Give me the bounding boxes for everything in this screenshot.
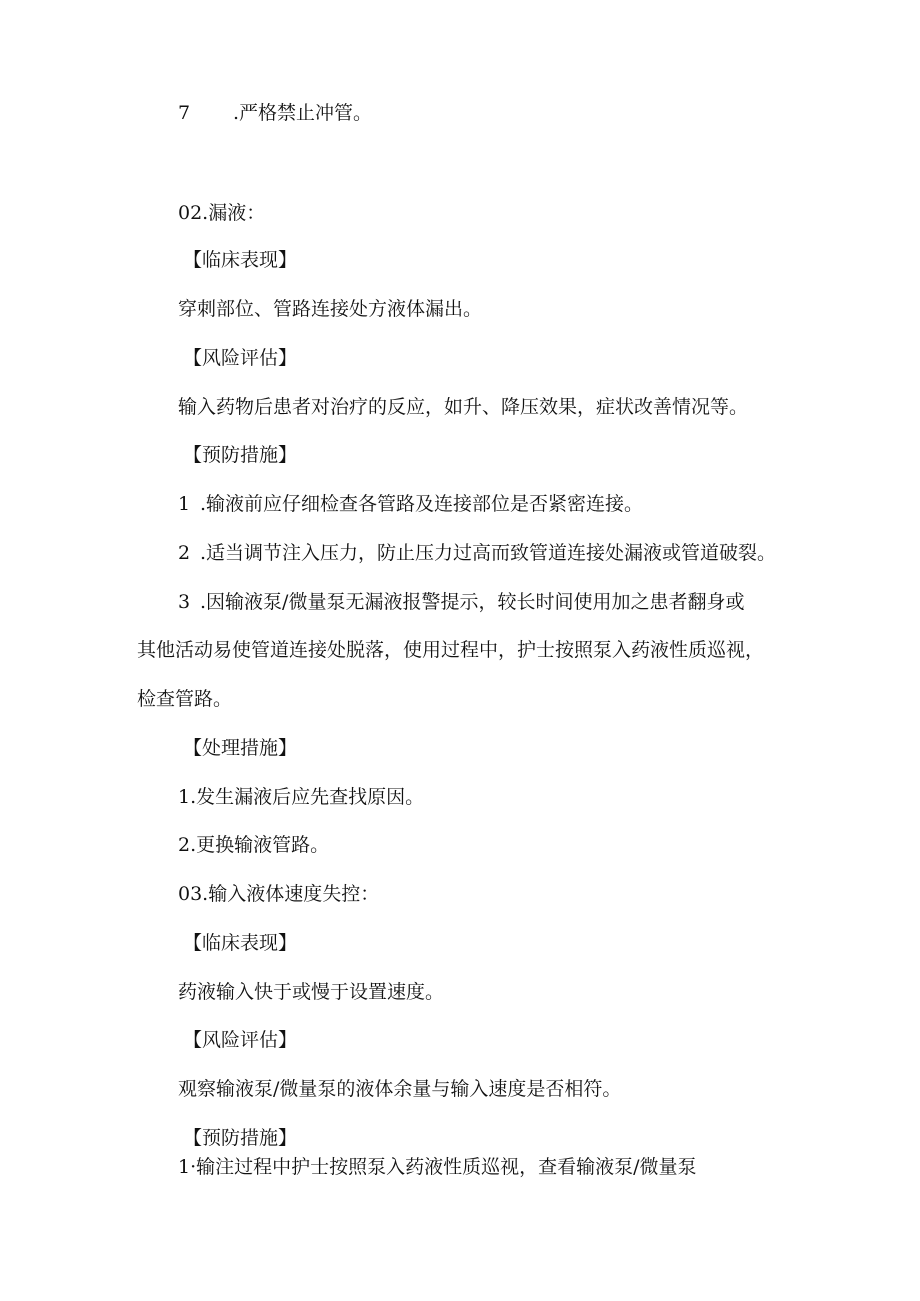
subheading-prevention: 【预防措施】 <box>183 444 298 466</box>
list-number: 3 <box>178 591 191 613</box>
list-number: 2 <box>178 542 191 564</box>
list-text: .适当调节注入压力，防止压力过高而致管道连接处漏液或管道破裂。 <box>200 542 777 564</box>
list-item-3 <box>178 590 744 614</box>
list-item-1 <box>178 492 643 516</box>
list-item: 1.发生漏液后应先查找原因。 <box>178 786 425 808</box>
paragraph: 药液输入快于或慢于设置速度。 <box>178 981 445 1003</box>
section-heading-leakage: 02.漏液： <box>178 202 266 224</box>
list-number: 7 <box>178 102 191 124</box>
subheading-risk: 【风险评估】 <box>183 347 298 369</box>
list-text: .输液前应仔细检查各管路及连接部位是否紧密连接。 <box>200 493 644 515</box>
subheading-clinical: 【临床表现】 <box>183 932 298 954</box>
list-number: 1 <box>178 493 191 515</box>
list-item: 2.更换输液管路。 <box>178 834 330 856</box>
paragraph: 穿刺部位、管路连接处方液体漏出。 <box>178 298 483 320</box>
list-text: .因输液泵/微量泵无漏液报警提示，较长时间使用加之患者翻身或 <box>200 591 745 613</box>
paragraph-continuation: 检查管路。 <box>137 688 233 710</box>
paragraph: 输入药物后患者对治疗的反应，如升、降压效果，症状改善情况等。 <box>178 396 749 418</box>
paragraph-continuation: 其他活动易使管道连接处脱落，使用过程中，护士按照泵入药液性质巡视， <box>137 639 765 661</box>
subheading-prevention: 【预防措施】 <box>183 1127 298 1149</box>
list-item-2 <box>178 541 776 565</box>
list-text: .严格禁止冲管。 <box>233 102 373 124</box>
paragraph: 观察输液泵/微量泵的液体余量与输入速度是否相符。 <box>178 1078 622 1100</box>
section-heading-speed: 03.输入液体速度失控： <box>178 883 380 905</box>
list-item: 1·输注过程中护士按照泵入药液性质巡视，查看输液泵/微量泵 <box>178 1156 697 1178</box>
subheading-clinical: 【临床表现】 <box>183 249 298 271</box>
list-item-7 <box>178 101 372 125</box>
subheading-risk: 【风险评估】 <box>183 1029 298 1051</box>
subheading-treatment: 【处理措施】 <box>183 737 298 759</box>
